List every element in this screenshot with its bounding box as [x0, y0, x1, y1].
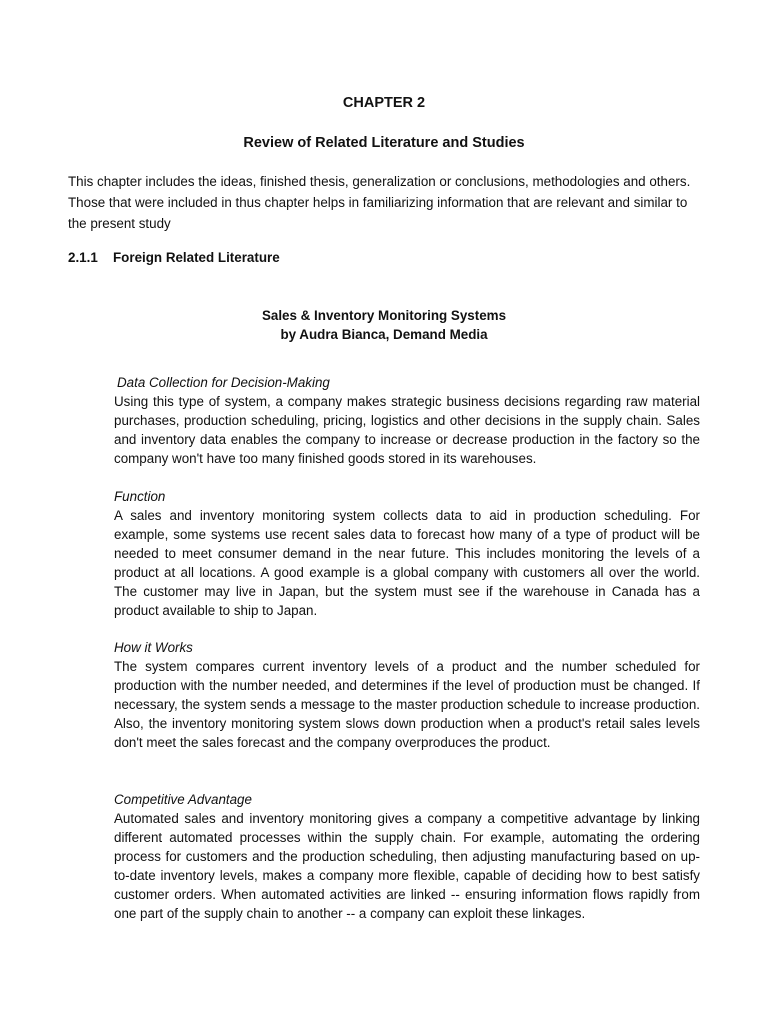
subsection-competitive-advantage — [114, 790, 700, 923]
section-number: 2.1.1 — [68, 250, 98, 265]
subsection-title: Data Collection for Decision-Making — [117, 375, 330, 390]
subsection-body: The system compares current inventory levels of a product and the number scheduled for production with the number needed, and determines if the level of production must be changed. If necessary, the system sends a message to the master production schedule to increase production. Also, the inventory monitoring system slows down production when a product's retail sales levels don't meet the sales forecast and the company overproduces the product. — [114, 659, 700, 750]
subsection-body: A sales and inventory monitoring system collects data to aid in production scheduling. For example, some systems use recent sales data to forecast how many of a type of product will be needed to meet consumer demand in the near future. This includes monitoring the levels of a product at all locations. A good example is a global company with customers all over the world. The customer may live in Japan, but the system must see if the warehouse in Canada has a product available to ship to Japan. — [114, 508, 700, 618]
subsection-function — [114, 487, 700, 620]
chapter-heading: CHAPTER 2 — [342, 95, 426, 111]
subsection-body: Automated sales and inventory monitoring gives a company a competitive advantage by linking different automated processes within the supply chain. For example, automating the ordering process for customers and the production scheduling, then adjusting manufacturing based on up-to-date inventory levels, makes a company more flexible, capable of deciding how to best satisfy customer orders. When automated activities are linked -- ensuring information flows rapidly from one part of the supply chain to another -- a company can exploit these linkages. — [114, 811, 700, 921]
chapter-subheading: Review of Related Literature and Studies — [243, 135, 525, 151]
subsection-title: Competitive Advantage — [114, 792, 252, 807]
section-title: Foreign Related Literature — [113, 250, 280, 265]
article-title: Sales & Inventory Monitoring Systems — [261, 308, 507, 323]
subsection-how-it-works — [114, 638, 700, 752]
chapter-intro-paragraph: This chapter includes the ideas, finished thesis, generalization or conclusions, methodologies and others. Those that were included in thus chapter helps in familiarizing information that are relevant and similar to the present study — [68, 174, 691, 231]
section-heading — [68, 250, 280, 265]
subsection-title: Function — [114, 489, 166, 504]
subsection-body: Using this type of system, a company makes strategic business decisions regarding raw material purchases, production scheduling, pricing, logistics and other decisions in the supply chain. Sales and inventory data enables the company to increase or decrease production in the factory so the company won't have too many finished goods stored in its warehouses. — [114, 394, 700, 466]
article-byline: by Audra Bianca, Demand Media — [280, 327, 488, 342]
subsection-data-collection — [114, 373, 700, 468]
subsection-title: How it Works — [114, 640, 193, 655]
